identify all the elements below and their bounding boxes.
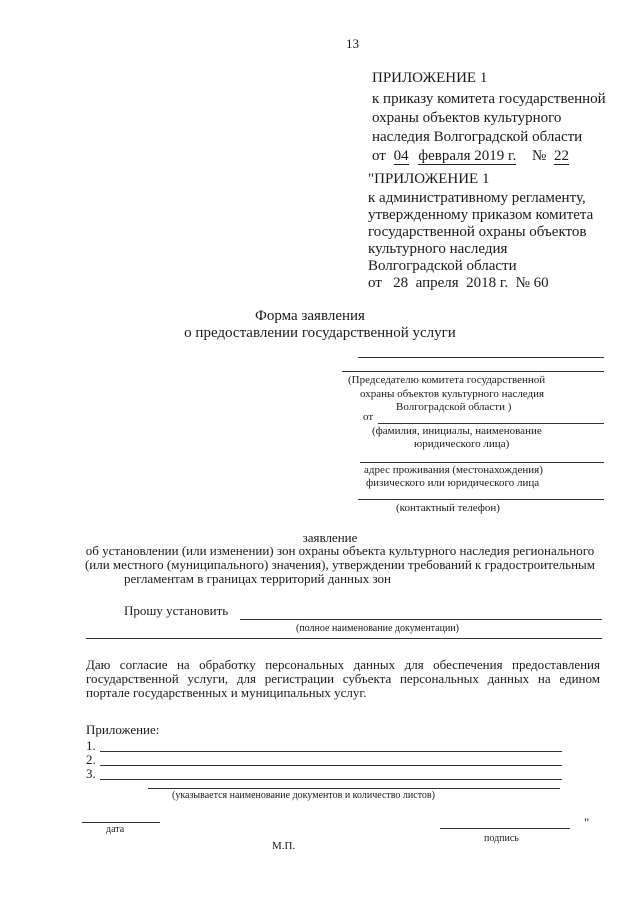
request-label: Прошу установить xyxy=(124,603,229,618)
date-line[interactable] xyxy=(82,822,160,823)
date-prefix: от xyxy=(372,148,386,164)
statement-text: (или местного (муниципального) значения), утверждении требований к градостроительным xyxy=(84,557,596,572)
phone-hint: (контактный телефон) xyxy=(396,502,500,514)
attachment-item-number: 1. xyxy=(86,738,96,753)
stamp-placeholder: М.П. xyxy=(272,840,296,852)
address-line xyxy=(360,462,604,463)
chairman-label: Волгоградской области ) xyxy=(396,401,512,413)
date-month-year: февраля 2019 г. xyxy=(418,148,517,164)
regulation-date: от 28 апреля 2018 г. № 60 xyxy=(368,275,549,291)
date-label: дата xyxy=(106,824,125,835)
addressee-blank-line xyxy=(358,357,604,358)
request-input-line[interactable] xyxy=(240,619,602,620)
page-number: 13 xyxy=(346,36,359,51)
request-hint: (полное наименование документации) xyxy=(296,623,459,634)
attachments-hint: (указывается наименование документов и количество листов) xyxy=(172,790,435,801)
signature-line[interactable] xyxy=(440,828,570,829)
addressee-blank-line xyxy=(342,371,604,372)
statement-text: регламентам в границах территорий данных зон xyxy=(124,571,392,586)
closing-quote: " xyxy=(584,815,590,830)
fio-hint: юридического лица) xyxy=(414,438,510,450)
appendix-title: "ПРИЛОЖЕНИЕ 1 xyxy=(368,171,490,187)
statement-heading: заявление xyxy=(302,530,358,545)
number-sign: № xyxy=(531,148,547,164)
appendix-line: государственной охраны объектов xyxy=(368,224,587,240)
attachment-line-4[interactable] xyxy=(148,788,560,789)
date-day: 04 xyxy=(393,148,409,164)
appendix-line: к приказу комитета государственной xyxy=(372,91,606,107)
from-label: от xyxy=(363,411,374,423)
chairman-label: охраны объектов культурного наследия xyxy=(360,388,545,400)
address-hint: адрес проживания (местонахождения) xyxy=(364,464,543,476)
from-line xyxy=(378,423,604,424)
attachment-item-number: 2. xyxy=(86,752,96,767)
fio-hint: (фамилия, инициалы, наименование xyxy=(372,425,542,437)
statement-text: об установлении (или изменении) зон охраны объекта культурного наследия регионального xyxy=(85,543,595,558)
address-hint: физического или юридического лица xyxy=(366,477,540,489)
consent-text: государственной услуги, для регистрации субъекта персональных данных на едином xyxy=(86,671,600,686)
appendix-line: к административному регламенту, xyxy=(368,190,586,206)
appendix-line: охраны объектов культурного xyxy=(372,110,562,126)
appendix-line: утвержденному приказом комитета xyxy=(368,207,594,223)
appendix-line: культурного наследия xyxy=(368,241,508,257)
order-number: 22 xyxy=(554,148,570,164)
attachments-label: Приложение: xyxy=(86,722,160,737)
attachment-line-2[interactable] xyxy=(100,765,562,766)
attachment-item-number: 3. xyxy=(86,766,96,781)
attachment-line-1[interactable] xyxy=(100,751,562,752)
chairman-label: (Председателю комитета государственной xyxy=(348,374,546,386)
consent-text: Даю согласие на обработку персональных данных для обеспечения предоставления xyxy=(86,657,600,672)
consent-text: портале государственных и муниципальных услуг. xyxy=(86,685,367,700)
phone-line xyxy=(358,499,604,500)
form-subtitle: о предоставлении государственной услуги xyxy=(184,325,456,341)
order-date xyxy=(372,148,569,165)
appendix-title: ПРИЛОЖЕНИЕ 1 xyxy=(372,70,488,86)
request-input-line-2[interactable] xyxy=(86,638,602,639)
appendix-line: Волгоградской области xyxy=(368,258,517,274)
attachment-line-3[interactable] xyxy=(100,779,562,780)
form-title: Форма заявления xyxy=(255,308,365,324)
appendix-line: наследия Волгоградской области xyxy=(372,129,583,145)
signature-label: подпись xyxy=(484,833,519,844)
